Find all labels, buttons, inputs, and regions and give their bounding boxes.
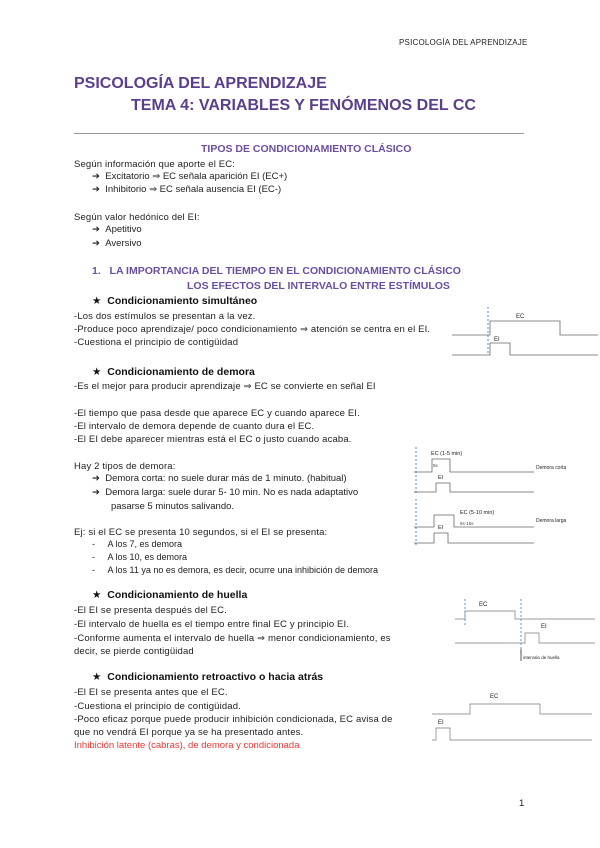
star-icon: ★ [92,671,102,683]
ec-label: EC [490,694,499,700]
huella-line: decir, se pierde contigüidad [74,646,194,657]
section-subtitle: LOS EFECTOS DEL INTERVALO ENTRE ESTÍMULOS [187,280,450,292]
huella-diagram [455,597,595,667]
list-item-text: A los 7, es demora [107,539,183,549]
ec-label: EC (1-5 min) [431,451,463,457]
section-title: LA IMPORTANCIA DEL TIEMPO EN EL CONDICIONAMIENTO CLÁSICO [109,265,461,277]
diagram-label: Demora corta [536,465,567,471]
ec-label: EC [479,602,488,608]
demora-line: -Es el mejor para producir aprendizaje ⇒ EC se convierte en señal EI [74,381,376,392]
running-header: PSICOLOGÍA DEL APRENDIZAJE [399,38,528,47]
star-icon: ★ [92,589,102,601]
demora-line: -El EI debe aparecer mientras está el EC o justo cuando acaba. [74,434,352,445]
list-item-text: Demora corta: no suele durar más de 1 minuto. (habitual) [105,473,347,484]
list-item [92,224,142,235]
simultaneo-line: -Cuestiona el principio de contigüidad [74,337,239,348]
interval-label: intervalo de huella [523,655,560,660]
dash-bullet-icon: - [92,552,95,562]
huella-heading [92,589,247,601]
demora-types-intro: Hay 2 tipos de demora: [74,461,176,472]
hedonic-intro: Según valor hedónico del EI: [74,212,200,223]
page-title: PSICOLOGÍA DEL APRENDIZAJE [74,75,327,92]
demora-line: -El intervalo de demora depende de cuanto dura el EC. [74,421,315,432]
dash-bullet-icon: - [92,565,95,575]
title-divider [74,133,524,134]
ec-label: EC (5-10 min) [460,510,495,516]
diagram-label: Demora larga [536,518,567,524]
retroactivo-heading [92,671,323,683]
scale-label: 5s-15s [460,521,474,526]
ec-pulse [414,515,534,527]
list-item [92,552,187,562]
ei-pulse [414,533,534,543]
ei-label: EI [541,624,547,630]
ec-pulse [490,321,598,335]
demora-diagram [414,447,586,547]
list-item-continuation: pasarse 5 minutos salivando. [111,501,235,512]
tipos-heading: TIPOS DE CONDICIONAMIENTO CLÁSICO [201,143,412,155]
huella-line: -El EI se presenta después del EC. [74,605,227,616]
retroactivo-line: que no vendrá EI porque ya se ha presentado antes. [74,727,304,738]
ei-label: EI [438,720,444,726]
arrow-right-icon: ➔ [92,487,100,498]
arrow-right-icon: ➔ [92,224,100,235]
list-item [92,238,142,249]
heading-text: Condicionamiento de huella [107,589,248,601]
section-1-heading [92,265,461,277]
retroactivo-line: -Cuestiona el principio de contigüidad. [74,701,241,712]
ec-pulse [455,611,595,619]
list-item-text: Apetitivo [105,224,142,235]
demora-line: -El tiempo que pasa desde que aparece EC y cuando aparece EI. [74,408,360,419]
list-item-text: A los 11 ya no es demora, es decir, ocurre una inhibición de demora [107,565,379,575]
list-item [92,473,347,484]
simultaneo-diagram [452,305,598,357]
list-item [92,539,182,549]
info-intro: Según información que aporte el EC: [74,159,236,170]
demora-example-intro: Ej: si el EC se presenta 10 segundos, si el EI se presenta: [74,527,328,538]
ec-pulse [432,704,592,714]
star-icon: ★ [92,295,102,307]
list-item-text: Aversivo [105,238,142,249]
page-number: 1 [519,798,525,809]
list-item [92,171,287,182]
page-subtitle: TEMA 4: VARIABLES Y FENÓMENOS DEL CC [131,97,476,114]
heading-text: Condicionamiento simultáneo [107,295,258,307]
heading-text: Condicionamiento de demora [107,366,255,378]
simultaneo-heading [92,295,257,307]
ei-pulse [432,728,592,740]
simultaneo-line: -Los dos estímulos se presentan a la vez. [74,311,256,322]
huella-line: -El intervalo de huella es el tiempo entre final EC y principio EI. [74,619,350,630]
star-icon: ★ [92,366,102,378]
dash-bullet-icon: - [92,539,95,549]
huella-line: -Conforme aumenta el intervalo de huella ⇒ menor condicionamiento, es [74,633,391,644]
list-item-text: Demora larga: suele durar 5- 10 min. No es nada adaptativo [105,487,359,498]
ei-label: EI [438,475,444,481]
list-item [92,184,281,195]
heading-text: Condicionamiento retroactivo o hacia atrás [107,671,324,683]
list-item [92,565,378,575]
ei-label: EI [438,525,444,531]
retroactivo-diagram [432,688,592,744]
ei-pulse [414,483,534,492]
ec-label: EC [516,314,525,320]
arrow-right-icon: ➔ [92,184,100,195]
arrow-right-icon: ➔ [92,171,100,182]
list-item [92,487,358,498]
section-1-subheading [187,280,450,292]
red-note: Inhibición latente (cabras), de demora y condicionada [74,740,300,751]
arrow-right-icon: ➔ [92,473,100,484]
list-item-text: Excitatorio ⇒ EC señala aparición EI (EC+) [105,171,288,182]
demora-heading [92,366,255,378]
list-item-text: A los 10, es demora [107,552,188,562]
ei-label: EI [494,337,500,343]
ec-pulse [414,459,534,472]
ei-pulse [452,343,598,355]
ei-pulse [455,633,595,643]
retroactivo-line: -El EI se presenta antes que el EC. [74,687,228,698]
arrow-right-icon: ➔ [92,238,100,249]
simultaneo-line: -Produce poco aprendizaje/ poco condicionamiento ⇒ atención se centra en el EI. [74,324,431,335]
retroactivo-line: -Poco eficaz porque puede producir inhibición condicionada, EC avisa de [74,714,393,725]
section-number: 1. [92,265,101,277]
scale-label: 5s [433,463,438,468]
list-item-text: Inhibitorio ⇒ EC señala ausencia EI (EC-) [105,184,282,195]
